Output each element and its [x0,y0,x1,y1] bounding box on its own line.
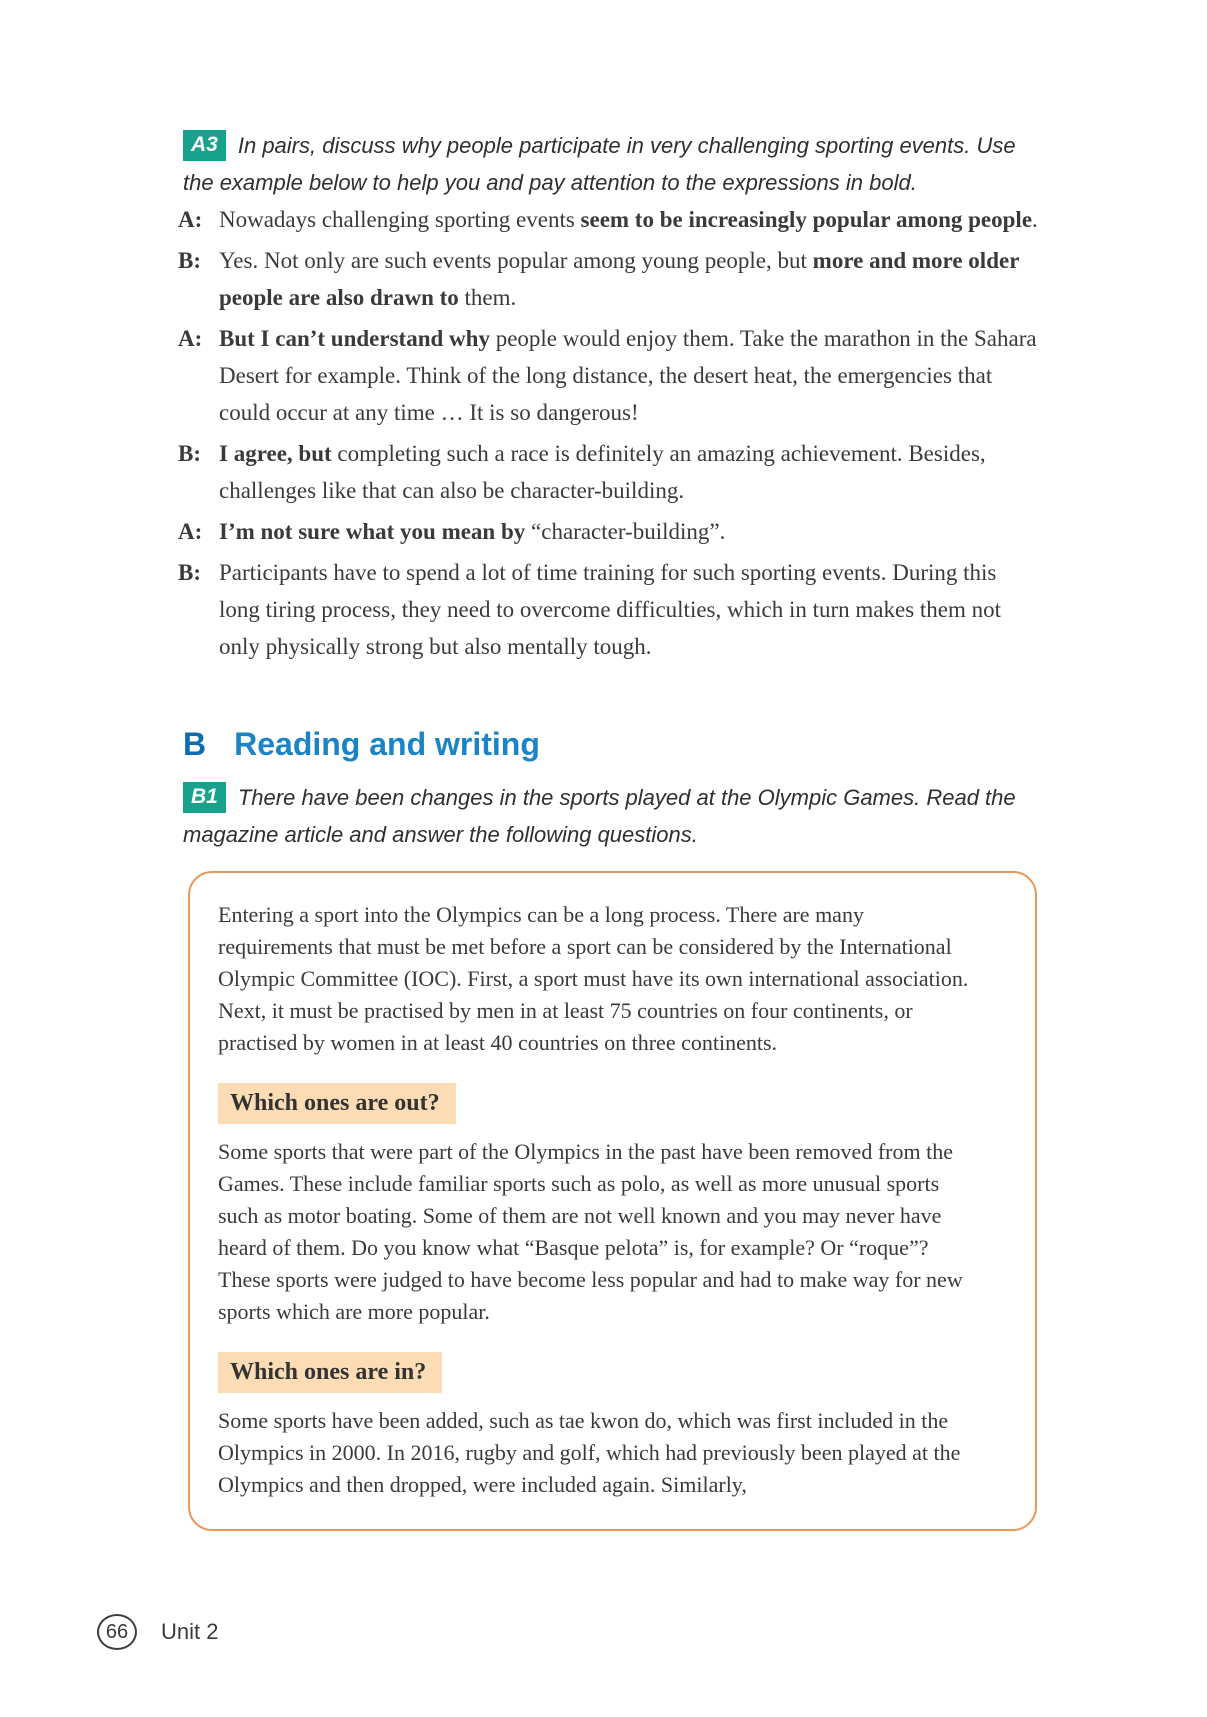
page-footer [97,1614,218,1650]
speaker-label: B: [178,248,201,273]
dialogue-text [219,326,1037,425]
speaker-label: A: [178,326,203,351]
dialogue-text-segment: “character-building”. [525,519,726,544]
dialogue [178,201,1040,665]
article-subheading: Which ones are out? [218,1083,456,1124]
page-content-column [178,127,1040,1531]
section-b-heading [183,723,1040,765]
section-letter: B [183,726,207,762]
dialogue-line [178,513,1040,550]
magazine-article-box [188,871,1037,1531]
exercise-a3-badge: A3 [183,130,226,161]
article-paragraph: Some sports that were part of the Olympics in the past have been removed from the Games. These include familiar sports such as polo, as well as more unusual sports such as motor boating. Some of them are not well known and you may never have heard of them. Do you know what “Basque pelota” is, for example? Or “roque”? These sports were judged to have become less popular and had to make way for new sports which are more popular. [218,1139,963,1324]
exercise-a3-intro [183,127,1040,201]
dialogue-text-segment: people would enjoy them. Take the marathon in the Sahara Desert for example. Think of the long distance, the desert heat, the emergencies that could occur at any time … It is so dangerous! [219,326,1037,425]
bold-expression: I agree, but [219,441,332,466]
speaker-label: B: [178,560,201,585]
dialogue-text [219,560,1001,659]
dialogue-text [219,441,986,503]
unit-label: Unit 2 [161,1619,219,1644]
bold-expression: seem to be increasingly popular among people [580,207,1033,232]
speaker-label: B: [178,441,201,466]
speaker-label: A: [178,207,203,232]
exercise-a3-instruction: In pairs, discuss why people participate in very challenging sporting events. Use the example below to help you and pay attention to the expressions in bold. [183,133,1016,195]
dialogue-text-segment: Nowadays challenging sporting events [219,207,581,232]
article-paragraph: Entering a sport into the Olympics can be a long process. There are many requirements that must be met before a sport can be considered by the International Olympic Committee (IOC). First, a sport must have its own international association. Next, it must be practised by men in at least 75 countries on four continents, or practised by women in at least 40 countries on three continents. [218,902,969,1055]
page-number-badge: 66 [97,1614,137,1650]
dialogue-text [219,519,725,544]
article-subheading: Which ones are in? [218,1352,442,1393]
dialogue-line [178,201,1040,238]
exercise-b1-instruction: There have been changes in the sports played at the Olympic Games. Read the magazine article and answer the following questions. [183,785,1016,847]
dialogue-text-segment: . [1032,207,1038,232]
bold-expression: more and more older people are also drawn to [219,248,1019,310]
dialogue-text [219,207,1038,232]
dialogue-line [178,435,1040,509]
section-title: Reading and writing [234,726,540,762]
dialogue-text-segment: Yes. Not only are such events popular among young people, but [219,248,813,273]
speaker-label: A: [178,519,203,544]
bold-expression: But I can’t understand why [219,326,490,351]
dialogue-line [178,242,1040,316]
article-paragraph: Some sports have been added, such as tae kwon do, which was first included in the Olympics in 2000. In 2016, rugby and golf, which had previously been played at the Olympics and then dropped, were included again. Similarly, [218,1408,961,1497]
exercise-b1-badge: B1 [183,782,226,813]
dialogue-text-segment: completing such a race is definitely an amazing achievement. Besides, challenges like that can also be character-building. [219,441,986,503]
bold-expression: I’m not sure what you mean by [219,519,526,544]
dialogue-text [219,248,1019,310]
dialogue-text-segment: them. [458,285,517,310]
exercise-b1-intro [183,779,1040,853]
dialogue-text-segment: Participants have to spend a lot of time training for such sporting events. During this long tiring process, they need to overcome difficulties, which in turn makes them not only physically strong but also mentally tough. [219,560,1002,659]
dialogue-line [178,554,1040,665]
dialogue-line [178,320,1040,431]
